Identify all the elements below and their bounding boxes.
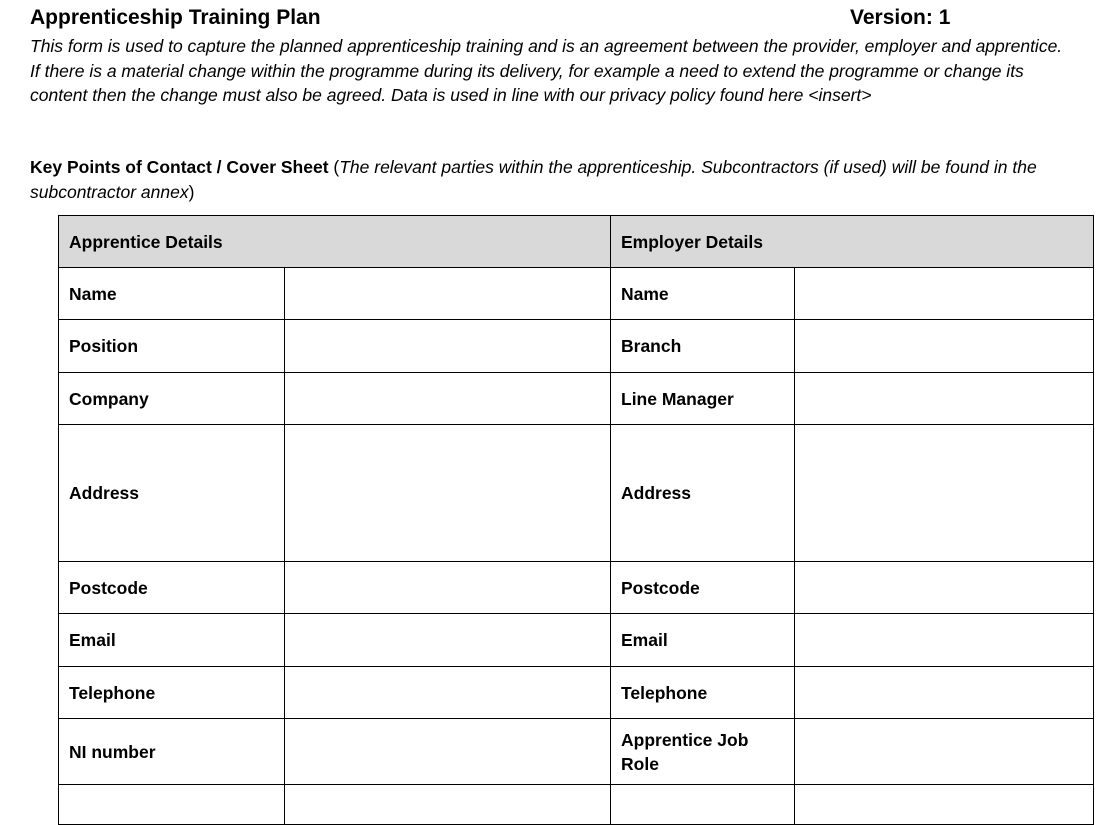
apprentice-label bbox=[59, 785, 285, 825]
table-row bbox=[59, 785, 1094, 825]
employer-label: Email bbox=[611, 614, 795, 667]
apprentice-value-field[interactable] bbox=[285, 562, 611, 614]
apprentice-label: Email bbox=[59, 614, 285, 667]
table-row bbox=[59, 562, 1094, 614]
employer-label: Telephone bbox=[611, 667, 795, 719]
table-row bbox=[59, 373, 1094, 425]
employer-label: Apprentice Job Role bbox=[611, 719, 795, 785]
table-row bbox=[59, 614, 1094, 667]
employer-value-field[interactable] bbox=[795, 320, 1094, 373]
table-row bbox=[59, 667, 1094, 719]
intro-paragraph: This form is used to capture the planned apprenticeship training and is an agreement between the provider, employer and apprentice. If there is a material change within the programme during its delivery, for example a need to extend the programme or change its content then the change must also be agreed. Data is used in line with our privacy policy found here <insert> bbox=[30, 36, 1063, 105]
key-points-open-paren: ( bbox=[328, 157, 340, 177]
apprentice-label: Address bbox=[59, 425, 285, 562]
page-title: Apprenticeship Training Plan bbox=[30, 6, 321, 29]
table-row bbox=[59, 320, 1094, 373]
apprentice-label: Name bbox=[59, 268, 285, 320]
apprentice-value-field[interactable] bbox=[285, 719, 611, 785]
title-row bbox=[30, 6, 1090, 32]
employer-label: Line Manager bbox=[611, 373, 795, 425]
apprentice-value-field[interactable] bbox=[285, 268, 611, 320]
employer-value-field[interactable] bbox=[795, 614, 1094, 667]
apprentice-label: Telephone bbox=[59, 667, 285, 719]
employer-value-field[interactable] bbox=[795, 785, 1094, 825]
document-page bbox=[30, 0, 1120, 798]
employer-label: Postcode bbox=[611, 562, 795, 614]
employer-label: Name bbox=[611, 268, 795, 320]
apprentice-value-field[interactable] bbox=[285, 425, 611, 562]
apprentice-label: Company bbox=[59, 373, 285, 425]
table-row bbox=[59, 719, 1094, 785]
employer-label: Address bbox=[611, 425, 795, 562]
apprentice-value-field[interactable] bbox=[285, 614, 611, 667]
employer-value-field[interactable] bbox=[795, 373, 1094, 425]
key-points-heading bbox=[30, 155, 1070, 204]
key-points-note: The relevant parties within the apprenticeship. Subcontractors (if used) will be found in the subcontractor annex bbox=[30, 157, 1037, 202]
apprentice-value-field[interactable] bbox=[285, 667, 611, 719]
apprentice-label: Postcode bbox=[59, 562, 285, 614]
apprentice-label: NI number bbox=[59, 719, 285, 785]
employer-label: Branch bbox=[611, 320, 795, 373]
version-label: Version: 1 bbox=[850, 6, 951, 29]
apprentice-value-field[interactable] bbox=[285, 320, 611, 373]
table-row bbox=[59, 268, 1094, 320]
apprentice-value-field[interactable] bbox=[285, 373, 611, 425]
contact-details-table bbox=[58, 215, 1094, 825]
employer-value-field[interactable] bbox=[795, 268, 1094, 320]
employer-value-field[interactable] bbox=[795, 667, 1094, 719]
apprentice-details-header: Apprentice Details bbox=[59, 216, 611, 268]
table-header-row bbox=[59, 216, 1094, 268]
table-row bbox=[59, 425, 1094, 562]
key-points-title: Key Points of Contact / Cover Sheet bbox=[30, 157, 329, 177]
apprentice-value-field[interactable] bbox=[285, 785, 611, 825]
employer-label bbox=[611, 785, 795, 825]
key-points-close-paren: ) bbox=[188, 181, 195, 202]
employer-details-header: Employer Details bbox=[611, 216, 1094, 268]
employer-value-field[interactable] bbox=[795, 562, 1094, 614]
apprentice-label: Position bbox=[59, 320, 285, 373]
employer-value-field[interactable] bbox=[795, 425, 1094, 562]
employer-value-field[interactable] bbox=[795, 719, 1094, 785]
